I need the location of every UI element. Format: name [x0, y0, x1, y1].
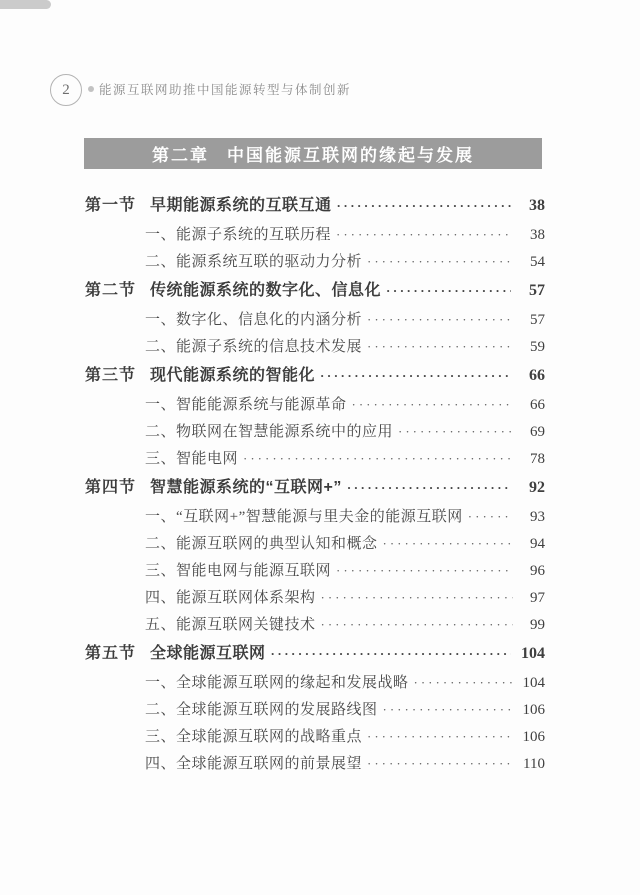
dot-leader [378, 696, 513, 723]
toc-item-row [85, 503, 545, 530]
section-title: 早期能源系统的互联互通 [150, 197, 332, 214]
toc-item-row [85, 557, 545, 584]
page-number: 69 [530, 424, 545, 440]
toc-section-row [85, 190, 545, 221]
page-number: 110 [523, 756, 545, 772]
item-title: 三、全球能源互联网的战略重点 [145, 729, 363, 745]
toc-item-row [85, 696, 545, 723]
toc-item-row [85, 669, 545, 696]
page-number: 59 [530, 339, 545, 355]
dot-leader [362, 723, 513, 750]
item-title: 三、智能电网与能源互联网 [145, 563, 332, 579]
page-number-badge [50, 74, 82, 106]
section-title: 全球能源互联网 [150, 645, 266, 662]
dot-leader [463, 503, 513, 530]
section-title: 智慧能源系统的“互联网+” [150, 479, 342, 496]
section-label: 第四节 [85, 479, 137, 496]
page-number: 2 [62, 81, 70, 98]
page-number: 78 [530, 451, 545, 467]
toc-section-row [85, 275, 545, 306]
section-label: 第二节 [85, 282, 137, 299]
dot-leader [332, 190, 511, 221]
toc-item-row [85, 418, 545, 445]
toc-item-row [85, 723, 545, 750]
page-number: 38 [529, 197, 545, 214]
page-number: 104 [521, 645, 545, 662]
item-title: 二、能源互联网的典型认知和概念 [145, 536, 378, 552]
item-title: 二、物联网在智慧能源系统中的应用 [145, 424, 394, 440]
dot-leader [362, 750, 513, 777]
item-title: 一、数字化、信息化的内涵分析 [145, 312, 363, 328]
dot-leader [331, 557, 513, 584]
dot-leader [316, 584, 513, 611]
section-label: 第一节 [85, 197, 137, 214]
toc-item-row [85, 333, 545, 360]
header-rule-bar [0, 0, 51, 9]
toc-item-row [85, 584, 545, 611]
dot-leader [316, 611, 513, 638]
page-number: 94 [530, 536, 545, 552]
item-title: 一、“互联网+”智慧能源与里夫金的能源互联网 [145, 509, 463, 525]
toc-item-row [85, 750, 545, 777]
chapter-banner [84, 138, 542, 169]
dot-leader [331, 221, 513, 248]
page-number: 38 [530, 227, 545, 243]
page-number: 97 [530, 590, 545, 606]
toc-item-row [85, 391, 545, 418]
chapter-label: 第二章 [152, 146, 209, 165]
item-title: 四、能源互联网体系架构 [145, 590, 316, 606]
page-number: 57 [529, 282, 545, 299]
dot-leader [362, 248, 513, 275]
item-title: 四、全球能源互联网的前景展望 [145, 756, 363, 772]
page-number: 106 [522, 702, 545, 718]
section-label: 第五节 [85, 645, 137, 662]
page-number: 66 [529, 367, 545, 384]
dot-leader [315, 360, 511, 391]
toc-item-row [85, 611, 545, 638]
section-label: 第三节 [85, 367, 137, 384]
toc-item-row [85, 306, 545, 333]
page-number: 104 [522, 675, 545, 691]
section-title: 传统能源系统的数字化、信息化 [150, 282, 382, 299]
item-title: 二、能源系统互联的驱动力分析 [145, 254, 363, 270]
page-number: 99 [530, 617, 545, 633]
item-title: 二、全球能源互联网的发展路线图 [145, 702, 378, 718]
running-title: 能源互联网助推中国能源转型与体制创新 [99, 83, 352, 97]
item-title: 一、全球能源互联网的缘起和发展战略 [145, 675, 409, 691]
item-title: 二、能源子系统的信息技术发展 [145, 339, 363, 355]
toc-section-row [85, 360, 545, 391]
chapter-title: 中国能源互联网的缘起与发展 [227, 146, 474, 165]
toc-item-row [85, 221, 545, 248]
page-number: 54 [530, 254, 545, 270]
dot-leader [238, 445, 513, 472]
toc-item-row [85, 530, 545, 557]
dot-leader [378, 530, 513, 557]
toc-section-row [85, 472, 545, 503]
item-title: 三、智能电网 [145, 451, 239, 467]
dot-leader [393, 418, 513, 445]
toc-item-row [85, 248, 545, 275]
page-number: 92 [529, 479, 545, 496]
page-number: 106 [522, 729, 545, 745]
table-of-contents [85, 190, 545, 777]
dot-leader [347, 391, 513, 418]
toc-section-row [85, 638, 545, 669]
page-number: 57 [530, 312, 545, 328]
dot-leader [362, 333, 513, 360]
toc-item-row [85, 445, 545, 472]
dot-leader [342, 472, 511, 503]
page-number: 66 [530, 397, 545, 413]
section-title: 现代能源系统的智能化 [150, 367, 316, 384]
dot-leader [409, 669, 513, 696]
dot-leader [381, 275, 511, 306]
item-title: 一、智能能源系统与能源革命 [145, 397, 347, 413]
dot-leader [362, 306, 513, 333]
item-title: 五、能源互联网关键技术 [145, 617, 316, 633]
dot-leader [266, 638, 511, 669]
page-number: 96 [530, 563, 545, 579]
item-title: 一、能源子系统的互联历程 [145, 227, 332, 243]
page-number: 93 [530, 509, 545, 525]
bullet-icon [88, 86, 94, 92]
